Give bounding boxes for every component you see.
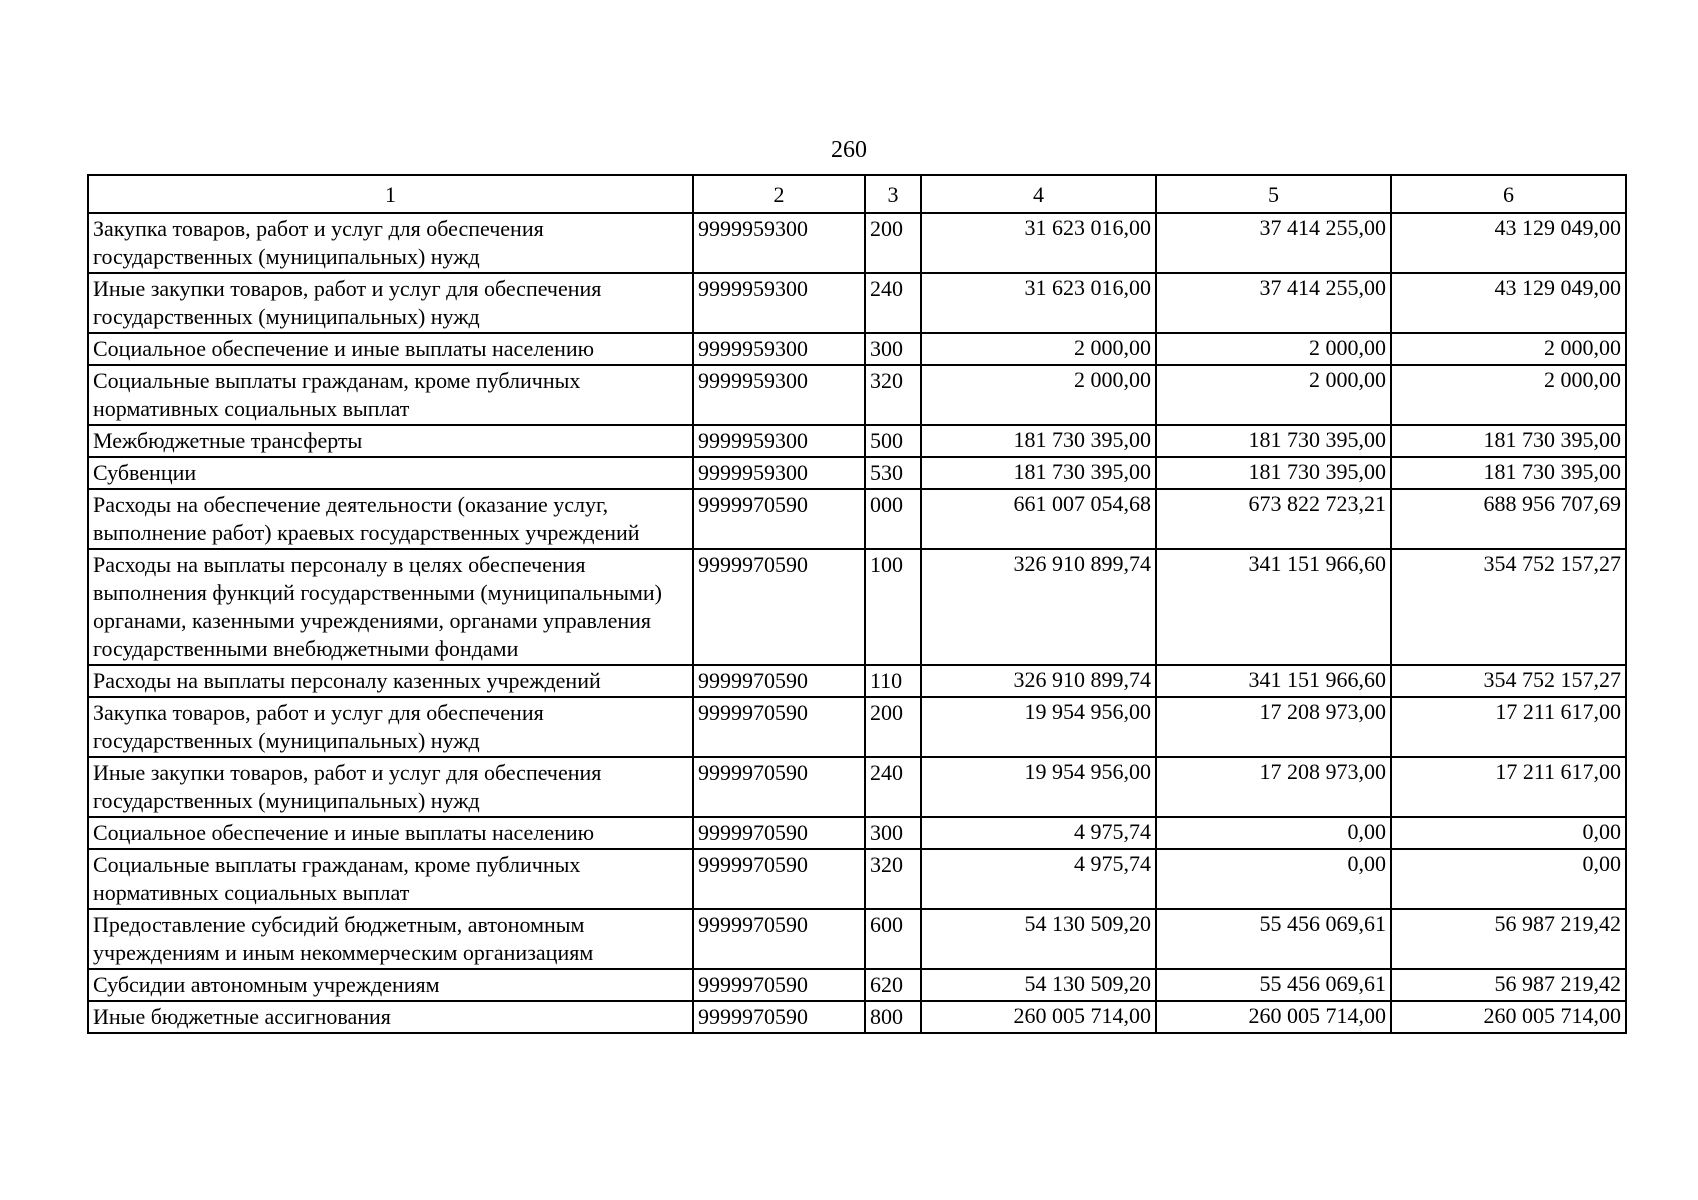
column-header-3: 3 [865,175,921,213]
table-row [88,273,1626,333]
amount-col4-cell: 326 910 899,74 [921,549,1156,665]
table-row [88,213,1626,273]
expense-name-cell: Иные закупки товаров, работ и услуг для обеспечения государственных (муниципальных) нужд [88,757,693,817]
target-code-cell: 9999970590 [693,1001,865,1033]
amount-col5-cell: 17 208 973,00 [1156,757,1391,817]
table-row [88,425,1626,457]
table-row [88,909,1626,969]
amount-col6-cell: 0,00 [1391,817,1626,849]
column-header-1: 1 [88,175,693,213]
table-header-row [88,175,1626,213]
amount-col4-cell: 31 623 016,00 [921,213,1156,273]
amount-col6-cell: 181 730 395,00 [1391,457,1626,489]
expense-type-cell: 800 [865,1001,921,1033]
expense-type-cell: 320 [865,849,921,909]
expense-name-cell: Социальное обеспечение и иные выплаты населению [88,817,693,849]
page-number: 260 [831,137,867,163]
amount-col4-cell: 54 130 509,20 [921,909,1156,969]
expense-name-cell: Иные закупки товаров, работ и услуг для обеспечения государственных (муниципальных) нужд [88,273,693,333]
expense-type-cell: 100 [865,549,921,665]
expense-name-cell: Субсидии автономным учреждениям [88,969,693,1001]
target-code-cell: 9999959300 [693,457,865,489]
amount-col6-cell: 181 730 395,00 [1391,425,1626,457]
table-row [88,817,1626,849]
target-code-cell: 9999970590 [693,697,865,757]
amount-col4-cell: 54 130 509,20 [921,969,1156,1001]
expense-type-cell: 200 [865,213,921,273]
target-code-cell: 9999959300 [693,425,865,457]
table-row [88,969,1626,1001]
target-code-cell: 9999959300 [693,365,865,425]
target-code-cell: 9999970590 [693,909,865,969]
amount-col6-cell: 354 752 157,27 [1391,665,1626,697]
target-code-cell: 9999970590 [693,489,865,549]
amount-col6-cell: 56 987 219,42 [1391,909,1626,969]
table-row [88,549,1626,665]
table-row [88,1001,1626,1033]
expense-type-cell: 620 [865,969,921,1001]
amount-col6-cell: 56 987 219,42 [1391,969,1626,1001]
amount-col5-cell: 17 208 973,00 [1156,697,1391,757]
expense-type-cell: 300 [865,333,921,365]
amount-col4-cell: 2 000,00 [921,365,1156,425]
expense-name-cell: Расходы на обеспечение деятельности (оказание услуг, выполнение работ) краевых государственных учреждений [88,489,693,549]
table-row [88,457,1626,489]
amount-col4-cell: 4 975,74 [921,849,1156,909]
expense-name-cell: Иные бюджетные ассигнования [88,1001,693,1033]
amount-col4-cell: 181 730 395,00 [921,425,1156,457]
amount-col5-cell: 673 822 723,21 [1156,489,1391,549]
table-body [88,213,1626,1033]
expense-type-cell: 600 [865,909,921,969]
target-code-cell: 9999970590 [693,549,865,665]
table-row [88,849,1626,909]
amount-col5-cell: 341 151 966,60 [1156,549,1391,665]
amount-col6-cell: 0,00 [1391,849,1626,909]
target-code-cell: 9999959300 [693,213,865,273]
expense-type-cell: 000 [865,489,921,549]
amount-col6-cell: 2 000,00 [1391,333,1626,365]
amount-col5-cell: 2 000,00 [1156,365,1391,425]
expense-name-cell: Субвенции [88,457,693,489]
expense-name-cell: Закупка товаров, работ и услуг для обеспечения государственных (муниципальных) нужд [88,213,693,273]
expense-type-cell: 240 [865,757,921,817]
amount-col5-cell: 260 005 714,00 [1156,1001,1391,1033]
amount-col6-cell: 354 752 157,27 [1391,549,1626,665]
amount-col5-cell: 55 456 069,61 [1156,969,1391,1001]
amount-col4-cell: 2 000,00 [921,333,1156,365]
amount-col5-cell: 0,00 [1156,817,1391,849]
target-code-cell: 9999970590 [693,849,865,909]
expense-name-cell: Межбюджетные трансферты [88,425,693,457]
expense-name-cell: Закупка товаров, работ и услуг для обеспечения государственных (муниципальных) нужд [88,697,693,757]
amount-col5-cell: 0,00 [1156,849,1391,909]
amount-col6-cell: 260 005 714,00 [1391,1001,1626,1033]
amount-col5-cell: 37 414 255,00 [1156,273,1391,333]
amount-col4-cell: 326 910 899,74 [921,665,1156,697]
amount-col4-cell: 181 730 395,00 [921,457,1156,489]
target-code-cell: 9999970590 [693,969,865,1001]
amount-col5-cell: 341 151 966,60 [1156,665,1391,697]
target-code-cell: 9999959300 [693,273,865,333]
expense-name-cell: Социальные выплаты гражданам, кроме публичных нормативных социальных выплат [88,849,693,909]
amount-col5-cell: 181 730 395,00 [1156,457,1391,489]
expense-type-cell: 500 [865,425,921,457]
column-header-2: 2 [693,175,865,213]
expense-type-cell: 320 [865,365,921,425]
table-row [88,489,1626,549]
expense-type-cell: 240 [865,273,921,333]
column-header-4: 4 [921,175,1156,213]
amount-col4-cell: 19 954 956,00 [921,697,1156,757]
amount-col4-cell: 31 623 016,00 [921,273,1156,333]
amount-col5-cell: 55 456 069,61 [1156,909,1391,969]
amount-col4-cell: 4 975,74 [921,817,1156,849]
column-header-5: 5 [1156,175,1391,213]
budget-table [87,174,1627,1034]
amount-col4-cell: 260 005 714,00 [921,1001,1156,1033]
table-row [88,665,1626,697]
expense-name-cell: Расходы на выплаты персоналу в целях обеспечения выполнения функций государственными (муниципальными) органами, казенными учреждениями, органами управления государственными внебюджетными фондами [88,549,693,665]
expense-type-cell: 110 [865,665,921,697]
target-code-cell: 9999970590 [693,665,865,697]
expense-name-cell: Предоставление субсидий бюджетным, автономным учреждениям и иным некоммерческим организациям [88,909,693,969]
expense-name-cell: Социальные выплаты гражданам, кроме публичных нормативных социальных выплат [88,365,693,425]
expense-name-cell: Социальное обеспечение и иные выплаты населению [88,333,693,365]
amount-col6-cell: 43 129 049,00 [1391,273,1626,333]
target-code-cell: 9999970590 [693,757,865,817]
amount-col5-cell: 181 730 395,00 [1156,425,1391,457]
amount-col5-cell: 37 414 255,00 [1156,213,1391,273]
expense-type-cell: 530 [865,457,921,489]
amount-col6-cell: 2 000,00 [1391,365,1626,425]
amount-col5-cell: 2 000,00 [1156,333,1391,365]
table-row [88,333,1626,365]
table-row [88,697,1626,757]
table-row [88,757,1626,817]
table-row [88,365,1626,425]
amount-col6-cell: 17 211 617,00 [1391,697,1626,757]
expense-name-cell: Расходы на выплаты персоналу казенных учреждений [88,665,693,697]
expense-type-cell: 200 [865,697,921,757]
amount-col4-cell: 19 954 956,00 [921,757,1156,817]
expense-type-cell: 300 [865,817,921,849]
amount-col6-cell: 17 211 617,00 [1391,757,1626,817]
column-header-6: 6 [1391,175,1626,213]
amount-col4-cell: 661 007 054,68 [921,489,1156,549]
amount-col6-cell: 688 956 707,69 [1391,489,1626,549]
target-code-cell: 9999970590 [693,817,865,849]
target-code-cell: 9999959300 [693,333,865,365]
amount-col6-cell: 43 129 049,00 [1391,213,1626,273]
